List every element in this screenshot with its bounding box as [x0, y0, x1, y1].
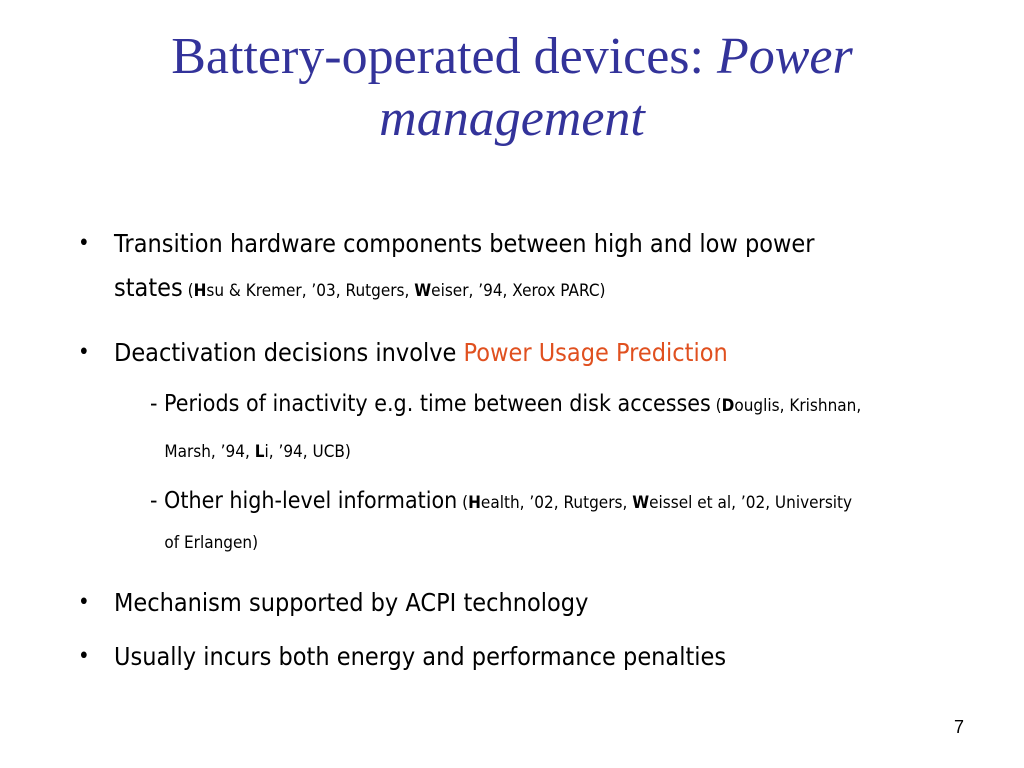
bullet-text: Usually incurs both energy and performance penalties [114, 642, 727, 671]
title-main: Battery-operated devices: [171, 28, 717, 85]
citation-text: i, ’94, UCB) [264, 442, 351, 462]
citation-open: ( [182, 281, 194, 301]
citation-initial: H [193, 281, 207, 301]
bullet-text: Mechanism supported by ACPI technology [114, 588, 589, 617]
highlight-text: Power Usage Prediction [463, 338, 728, 367]
citation [457, 493, 852, 513]
citation-text: eiser, ’94, Xerox PARC) [431, 281, 606, 301]
citation-initial: W [632, 493, 650, 513]
citation-initial: D [721, 396, 735, 416]
citation-initial: H [468, 493, 481, 513]
title-italic-management: management [379, 90, 645, 147]
bullet-item-penalties [78, 635, 1005, 679]
citation-text: su & Kremer, ’03, Rutgers, [206, 281, 415, 301]
subitem-text: - Periods of inactivity e.g. time between disk accesses [150, 391, 711, 417]
bullet-icon: • [78, 590, 90, 615]
citation-open: ( [710, 396, 722, 416]
subitem-inactivity [78, 381, 996, 475]
page-number: 7 [953, 717, 964, 737]
bullet-icon: • [78, 231, 90, 256]
citation-text: ouglis, Krishnan, [734, 396, 862, 416]
citation-cont: of Erlangen) [164, 533, 259, 553]
slide-title [40, 26, 984, 150]
title-italic-power: Power [716, 28, 853, 85]
citation [711, 396, 861, 416]
citation-initial: W [414, 281, 432, 301]
bullet-icon: • [78, 340, 90, 365]
citation-text: ealth, ’02, Rutgers, [480, 493, 633, 513]
citation-open: ( [457, 493, 469, 513]
subitem-high-level-info [78, 481, 996, 563]
citation-initial: L [254, 442, 265, 462]
bullet-list [78, 222, 958, 679]
citation-cont [150, 429, 996, 475]
bullet-item-deactivation [78, 331, 1005, 375]
bullet-item-acpi [78, 581, 1005, 625]
bullet-item-transition [78, 222, 1005, 313]
bullet-text: Deactivation decisions involve [114, 338, 464, 367]
citation [183, 281, 606, 301]
citation-text: eissel et al, ’02, University [649, 493, 853, 513]
bullet-icon: • [78, 644, 90, 669]
citation-text: Marsh, ’94, [164, 442, 255, 462]
bullet-text-cont: states [114, 273, 183, 302]
subitem-text: - Other high-level information [150, 488, 458, 514]
bullet-text: Transition hardware components between high and low power [114, 229, 815, 258]
